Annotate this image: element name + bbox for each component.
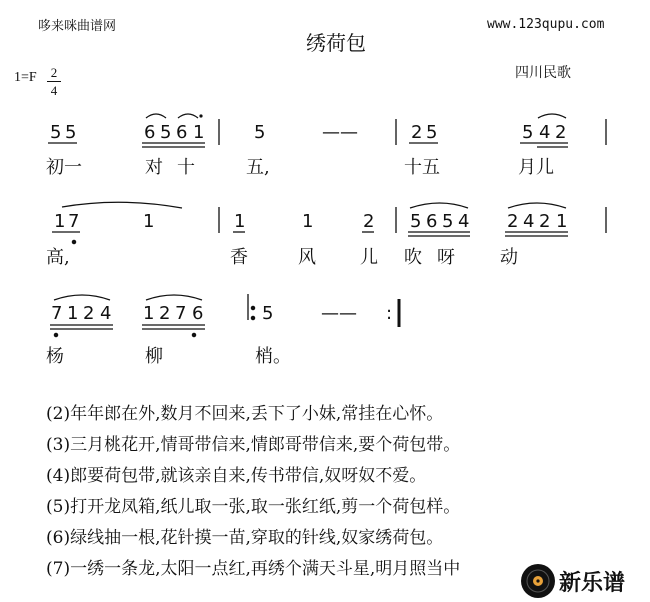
lyric: 香 [230, 247, 248, 268]
note: 4 [539, 122, 551, 143]
verse: (4)郎要荷包带,就该亲自来,传书带信,奴呀奴不爱。 [46, 466, 427, 486]
logo-text: 新乐谱 [559, 571, 626, 596]
repeat-sign: : [386, 303, 393, 324]
note: 5 [442, 211, 454, 232]
note: 5 [426, 122, 438, 143]
slur [62, 202, 182, 208]
song-origin: 四川民歌 [515, 65, 571, 81]
lyric: 柳 [145, 346, 163, 367]
lyric: 梢。 [255, 346, 291, 367]
note: 1 [143, 303, 155, 324]
note: 7 [51, 303, 63, 324]
slur [54, 295, 110, 300]
verse: (6)绿线抽一根,花针摸一苗,穿取的针线,奴家绣荷包。 [46, 528, 444, 548]
note: 6 [426, 211, 438, 232]
note: 4 [100, 303, 112, 324]
note: 5 [262, 303, 274, 324]
note: 5 [50, 122, 62, 143]
logo[interactable] [511, 560, 650, 602]
note: 5 [254, 122, 266, 143]
lyric: 呀 [437, 247, 455, 268]
octave-dot [72, 240, 75, 243]
note: 6 [192, 303, 204, 324]
verse: (7)一绣一条龙,太阳一点红,再绣个满天斗星,明月照当中 [46, 559, 461, 579]
lyric: 对 [145, 157, 163, 178]
note: 2 [411, 122, 423, 143]
note: 1 [54, 211, 66, 232]
note: 1 [234, 211, 246, 232]
lyric: 初一 [46, 157, 82, 178]
note: 2 [363, 211, 375, 232]
note: 1 [302, 211, 314, 232]
verse: (2)年年郎在外,数月不回来,丢下了小妹,常挂在心怀。 [46, 404, 444, 424]
lyric: 杨 [46, 346, 64, 367]
note: 7 [68, 211, 80, 232]
key-signature: 1=F [14, 70, 37, 85]
note: 1 [556, 211, 568, 232]
slur [508, 203, 566, 208]
lyric: 儿 [360, 247, 378, 268]
note: 4 [458, 211, 470, 232]
verse: (5)打开龙凤箱,纸儿取一张,取一张红纸,剪一个荷包样。 [46, 497, 461, 517]
site-name: 哆来咪曲谱网 [38, 19, 117, 34]
slur [410, 203, 468, 208]
note: 5 [522, 122, 534, 143]
record-icon [519, 562, 559, 602]
lyric: 五, [246, 157, 270, 178]
slur [146, 114, 166, 118]
slur [146, 295, 202, 300]
note-dash: —— [321, 303, 357, 324]
note: 5 [410, 211, 422, 232]
octave-dot [192, 333, 195, 336]
slur [178, 114, 198, 118]
note: 2 [539, 211, 551, 232]
note: 1 [193, 122, 205, 143]
lyric: 动 [500, 247, 518, 268]
note: 7 [175, 303, 187, 324]
lyric: 吹 [404, 247, 422, 268]
note: 1 [67, 303, 79, 324]
note: 2 [507, 211, 519, 232]
lyric: 月儿 [518, 157, 554, 178]
site-url[interactable]: www.123qupu.com [487, 17, 605, 32]
note: 2 [555, 122, 567, 143]
song-title: 绣荷包 [306, 31, 366, 55]
lyric: 十五 [404, 157, 440, 178]
octave-dot [251, 316, 254, 319]
note: 4 [523, 211, 535, 232]
octave-dot [251, 306, 254, 309]
lyric: 十 [177, 157, 195, 178]
note: 5 [160, 122, 172, 143]
octave-dot [199, 114, 202, 117]
note-dash: —— [322, 122, 358, 143]
time-signature-top: 2 [50, 65, 58, 80]
time-signature-bottom: 4 [47, 81, 61, 99]
note: 1 [143, 211, 155, 232]
note: 2 [83, 303, 95, 324]
note: 2 [159, 303, 171, 324]
verse: (3)三月桃花开,情哥带信来,情郎哥带信来,要个荷包带。 [46, 435, 461, 455]
lyric: 高, [46, 247, 70, 268]
octave-dot [54, 333, 57, 336]
slur [538, 114, 566, 118]
note: 6 [176, 122, 188, 143]
lyric: 风 [298, 247, 316, 268]
note: 5 [65, 122, 77, 143]
note: 6 [144, 122, 156, 143]
